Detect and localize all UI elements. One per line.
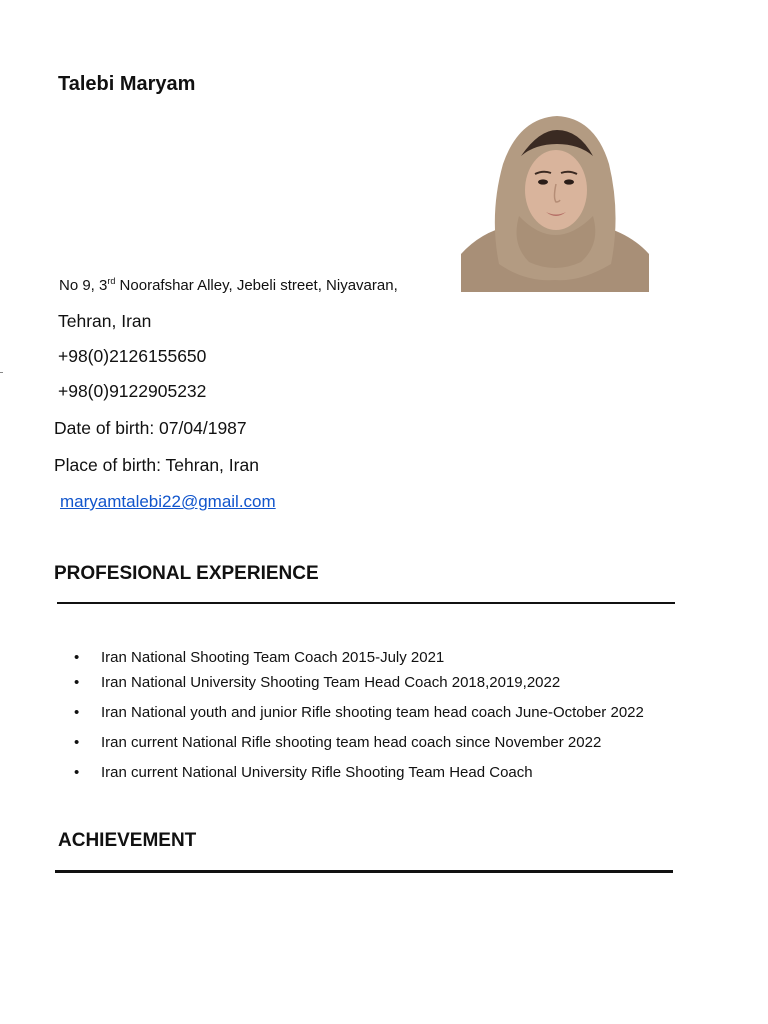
list-item-text: Iran National University Shooting Team Head Coach 2018,2019,2022 (101, 674, 561, 691)
bullet-icon: • (74, 649, 80, 666)
address-suffix: Noorafshar Alley, Jebeli street, Niyavaran, (115, 277, 398, 294)
bullet-icon: • (74, 764, 80, 781)
bullet-icon: • (74, 734, 80, 751)
experience-list (74, 646, 644, 791)
experience-heading: PROFESIONAL EXPERIENCE (54, 563, 319, 584)
place-of-birth: Place of birth: Tehran, Iran (54, 455, 259, 475)
address-line-1 (59, 276, 398, 294)
achievement-heading: ACHIEVEMENT (58, 830, 197, 851)
date-of-birth: Date of birth: 07/04/1987 (54, 418, 247, 438)
list-item-text: Iran current National Rifle shooting team head coach since November 2022 (101, 734, 602, 751)
phone-mobile: +98(0)9122905232 (58, 381, 207, 401)
person-name: Talebi Maryam (58, 73, 196, 95)
portrait-illustration (461, 104, 649, 292)
list-item (74, 731, 644, 761)
address-city: Tehran, Iran (58, 311, 152, 331)
email-link[interactable]: maryamtalebi22@gmail.com (60, 492, 276, 511)
list-item-text: Iran National youth and junior Rifle shooting team head coach June-October 2022 (101, 704, 644, 721)
bullet-icon: • (74, 674, 80, 691)
bullet-icon: • (74, 704, 80, 721)
list-item-text: Iran current National University Rifle Shooting Team Head Coach (101, 764, 533, 781)
margin-mark (0, 372, 3, 373)
profile-photo (461, 104, 649, 292)
list-item (74, 646, 644, 671)
experience-divider (57, 602, 675, 604)
address-prefix: No 9, 3 (59, 277, 108, 294)
list-item (74, 761, 644, 791)
phone-landline: +98(0)2126155650 (58, 346, 207, 366)
list-item (74, 701, 644, 731)
list-item (74, 671, 644, 701)
address-ordinal-suffix: rd (107, 276, 116, 286)
achievement-divider (55, 870, 673, 873)
list-item-text: Iran National Shooting Team Coach 2015-July 2021 (101, 649, 445, 666)
